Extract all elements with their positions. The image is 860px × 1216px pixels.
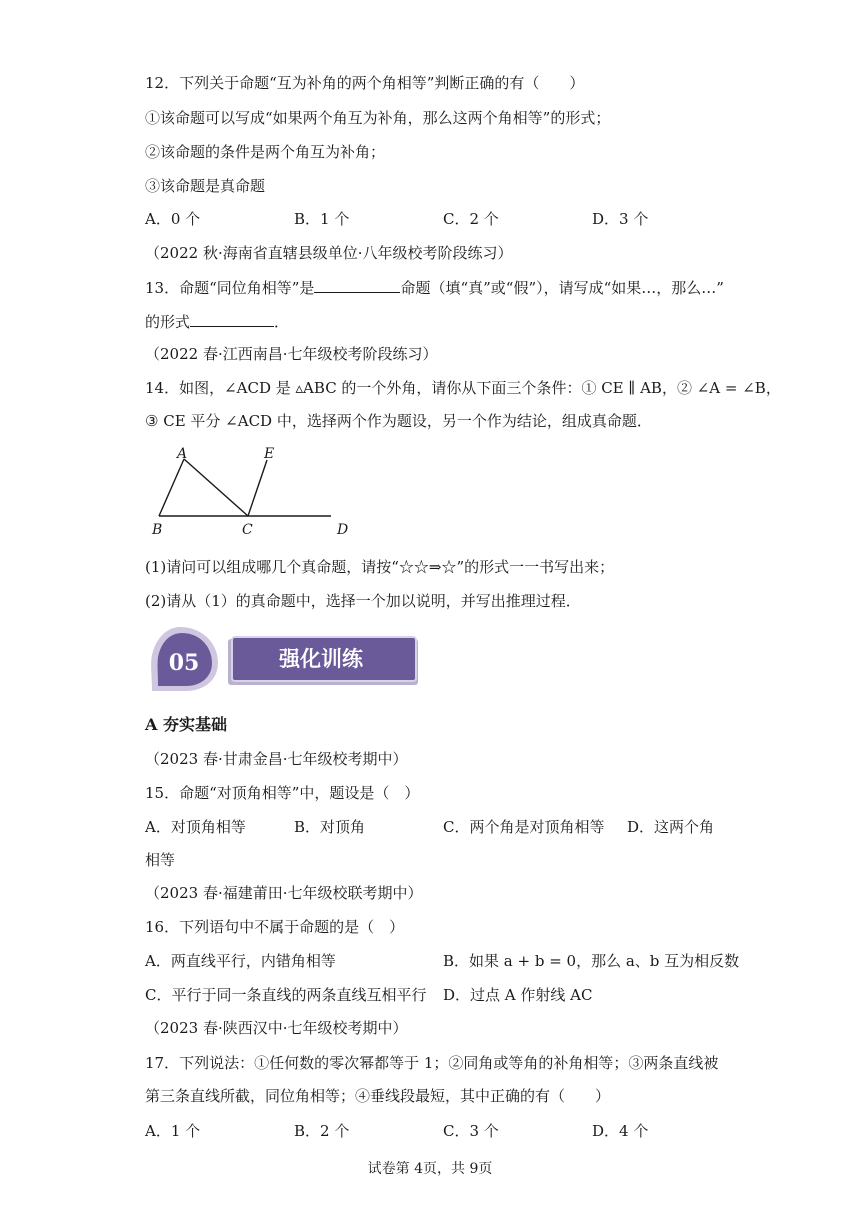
- q16-option-b: B．如果 a + b = 0，那么 a、b 互为相反数: [443, 952, 740, 970]
- label-c: C: [242, 522, 253, 538]
- q13-blank-2: [190, 310, 274, 327]
- q15-option-b: B．对顶角: [294, 818, 366, 836]
- q16-source: （2023 春·福建莆田·七年级校联考期中）: [145, 884, 423, 902]
- q12-option-d: D．3 个: [592, 210, 649, 228]
- q13-blank-1: [314, 276, 400, 293]
- q17-option-d: D．4 个: [592, 1122, 649, 1140]
- label-e: E: [264, 446, 275, 462]
- q14-sub-1: (1)请问可以组成哪几个真命题，请按“☆☆⇒☆”的形式一一书写出来；: [145, 558, 615, 576]
- q17-line-1: 17．下列说法：①任何数的零次幂都等于 1；②同角或等角的补角相等；③两条直线被: [145, 1054, 719, 1072]
- q15-option-c: C．两个角是对顶角相等: [443, 818, 605, 836]
- section-a-heading: A 夯实基础: [145, 715, 227, 734]
- q16-stem: 16．下列语句中不属于命题的是（ ）: [145, 918, 405, 936]
- q17-line-2: 第三条直线所截，同位角相等；④垂线段最短，其中正确的有（ ）: [145, 1087, 611, 1105]
- q17-source: （2023 春·陕西汉中·七年级校考期中）: [145, 1019, 408, 1037]
- q13-source: （2022 秋·海南省直辖县级单位·八年级校考阶段练习）: [145, 244, 513, 262]
- q15-option-d: D．这两个角: [627, 818, 715, 836]
- q15-option-a: A．对顶角相等: [145, 818, 246, 836]
- page-footer: 试卷第 4页，共 9页: [367, 1161, 493, 1177]
- q15-option-d-wrap: 相等: [145, 851, 176, 869]
- q12-option-b: B．1 个: [294, 210, 350, 228]
- q17-option-c: C．3 个: [443, 1122, 499, 1140]
- q14-line-2: ③ CE 平分 ∠ACD 中，选择两个作为题设，另一个作为结论，组成真命题．: [145, 412, 652, 430]
- q13-text-3: 的形式: [145, 313, 191, 331]
- triangle-figure: [145, 444, 365, 539]
- q13-text-4: ．: [274, 313, 290, 331]
- q12-statement-2: ②该命题的条件是两个角互为补角；: [145, 143, 386, 161]
- q12-option-a: A．0 个: [145, 210, 201, 228]
- q16-option-a: A．两直线平行，内错角相等: [145, 952, 336, 970]
- q13-text-2: 命题（填“真”或“假”），请写成“如果…，那么…”: [400, 279, 724, 297]
- q12-statement-1: ①该命题可以写成“如果两个角互为补角，那么这两个角相等”的形式；: [145, 109, 611, 127]
- q17-option-b: B．2 个: [294, 1122, 350, 1140]
- q15-stem: 15．命题“对顶角相等”中，题设是（ ）: [145, 784, 420, 802]
- q13-text-1: 13．命题“同位角相等”是: [145, 279, 315, 297]
- q15-source: （2023 春·甘肃金昌·七年级校考期中）: [145, 750, 408, 768]
- q14-line-1: 14．如图，∠ACD 是 ▵ABC 的一个外角，请你从下面三个条件：① CE ∥ AB，② ∠A = ∠B，: [145, 379, 781, 397]
- banner-title: 强化训练: [279, 646, 363, 671]
- segment-ac: [184, 459, 248, 516]
- q12-statement-3: ③该命题是真命题: [145, 177, 266, 195]
- section-banner: [146, 625, 421, 693]
- q16-option-c: C．平行于同一条直线的两条直线互相平行: [145, 986, 427, 1004]
- q16-option-d: D．过点 A 作射线 AC: [443, 986, 593, 1004]
- label-b: B: [152, 522, 163, 538]
- segment-ab: [159, 459, 184, 516]
- q17-option-a: A．1 个: [145, 1122, 201, 1140]
- q14-sub-2: (2)请从（1）的真命题中，选择一个加以说明，并写出推理过程．: [145, 592, 581, 610]
- label-d: D: [337, 522, 349, 538]
- label-a: A: [177, 446, 188, 462]
- q13-line-2: [145, 310, 289, 333]
- q12-option-c: C．2 个: [443, 210, 499, 228]
- q12-stem: 12．下列关于命题“互为补角的两个角相等”判断正确的有（ ）: [145, 74, 585, 92]
- q14-source: （2022 春·江西南昌·七年级校考阶段练习）: [145, 345, 438, 363]
- banner-number: 05: [168, 650, 200, 676]
- q13-line-1: [145, 276, 724, 299]
- ray-ce: [248, 460, 267, 516]
